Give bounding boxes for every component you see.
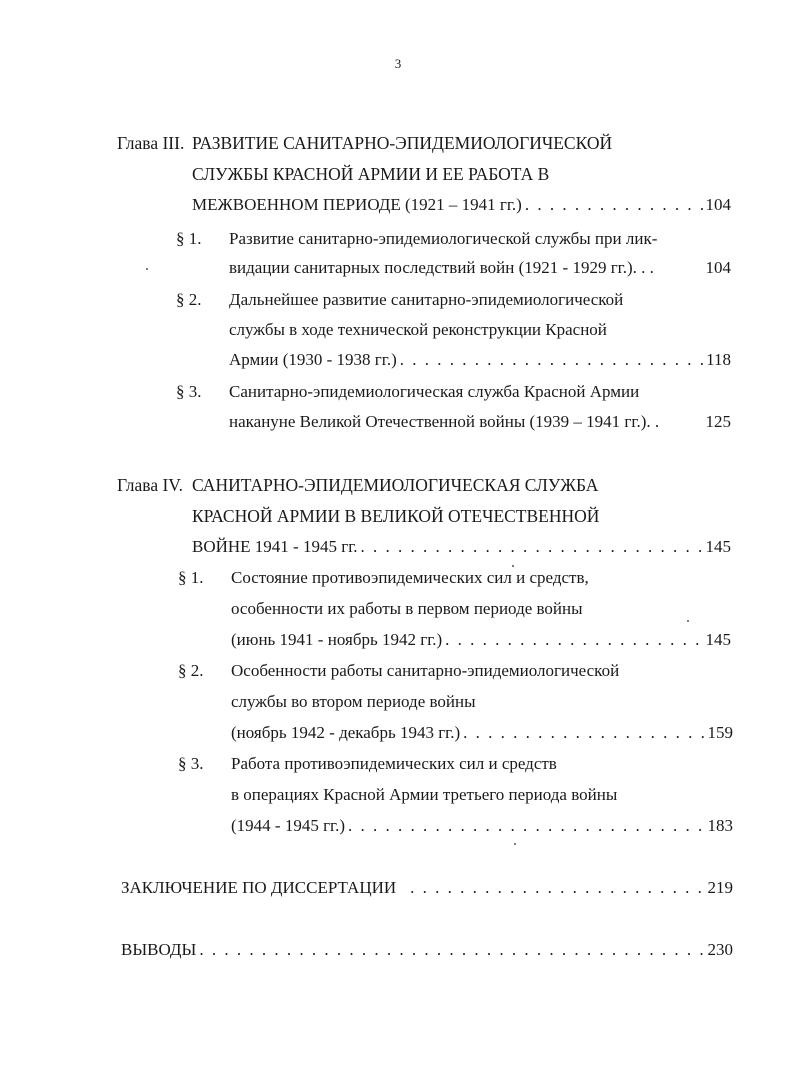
section-3-1-page: 104 <box>705 258 731 277</box>
findings-page: 230 <box>707 940 733 959</box>
dot-leader <box>525 194 703 216</box>
chapter-3-title-line2: СЛУЖБЫ КРАСНОЙ АРМИИ И ЕЕ РАБОТА В <box>192 164 550 184</box>
section-3-1-number: § 1. <box>176 229 202 248</box>
dot-leader <box>199 939 704 961</box>
section-3-2-number: § 2. <box>176 290 202 309</box>
chapter-4-label: Глава IV. <box>117 475 184 495</box>
section-4-1-number: § 1. <box>178 568 204 587</box>
section-3-3-line1: Санитарно-эпидемиологическая служба Красной Армии <box>229 382 640 401</box>
scan-speck <box>512 565 514 567</box>
section-4-2-number: § 2. <box>178 661 204 680</box>
conclusion-label: ЗАКЛЮЧЕНИЕ ПО ДИССЕРТАЦИИ <box>121 878 397 897</box>
findings-label: ВЫВОДЫ <box>121 940 197 959</box>
findings-entry <box>121 939 733 961</box>
section-3-1-line2: видации санитарных последствий войн (1921 - 1929 гг.). . . <box>229 258 654 277</box>
section-4-3-line1: Работа противоэпидемических сил и средств <box>231 754 557 773</box>
chapter-4-title-line1: САНИТАРНО-ЭПИДЕМИОЛОГИЧЕСКАЯ СЛУЖБА <box>192 475 599 495</box>
section-4-2-entry <box>231 722 733 744</box>
scan-speck <box>687 620 689 622</box>
section-4-1-page: 145 <box>705 630 731 649</box>
section-3-3-entry <box>229 411 731 433</box>
section-4-3-entry <box>231 815 733 837</box>
section-3-1-line1: Развитие санитарно-эпидемиологической службы при лик- <box>229 229 658 248</box>
chapter-4-title-entry <box>192 536 731 558</box>
chapter-4-title-line3: ВОЙНЕ 1941 - 1945 гг. <box>192 537 358 556</box>
dot-leader <box>348 815 704 837</box>
chapter-3-page: 104 <box>705 195 731 214</box>
chapter-3-label: Глава III. <box>117 133 185 153</box>
section-4-1-entry <box>231 629 731 651</box>
chapter-4-page: 145 <box>705 537 731 556</box>
dot-leader <box>400 349 703 371</box>
chapter-3-title-entry <box>192 194 731 216</box>
section-4-2-line3: (ноябрь 1942 - декабрь 1943 гг.) <box>231 723 461 742</box>
chapter-3-title-line1: РАЗВИТИЕ САНИТАРНО-ЭПИДЕМИОЛОГИЧЕСКОЙ <box>192 133 613 153</box>
section-4-2-line2: службы во втором периоде войны <box>231 692 476 711</box>
section-4-1-line2: особенности их работы в первом периоде войны <box>231 599 583 618</box>
section-3-2-line2: службы в ходе технической реконструкции Красной <box>229 320 607 339</box>
section-3-3-number: § 3. <box>176 382 202 401</box>
scan-speck <box>514 843 516 845</box>
dot-leader <box>463 722 704 744</box>
section-3-3-line2: накануне Великой Отечественной войны (1939 – 1941 гг.). . <box>229 412 660 431</box>
section-4-3-number: § 3. <box>178 754 204 773</box>
section-3-1-entry <box>229 257 731 279</box>
section-4-3-line2: в операциях Красной Армии третьего периода войны <box>231 785 618 804</box>
dot-leader <box>410 877 704 899</box>
dot-leader <box>361 536 703 558</box>
page-number: 3 <box>394 56 402 71</box>
section-3-2-line3: Армии (1930 - 1938 гг.) <box>229 350 397 369</box>
chapter-3-title-line3: МЕЖВОЕННОМ ПЕРИОДЕ (1921 – 1941 гг.) <box>192 195 522 214</box>
conclusion-entry <box>121 877 733 899</box>
section-4-3-line3: (1944 - 1945 гг.) <box>231 816 346 835</box>
scan-speck <box>146 268 148 270</box>
section-3-2-page: 118 <box>706 350 731 369</box>
conclusion-page: 219 <box>707 878 733 897</box>
section-4-2-page: 159 <box>707 723 733 742</box>
section-4-3-page: 183 <box>707 816 733 835</box>
section-4-2-line1: Особенности работы санитарно-эпидемиологической <box>231 661 620 680</box>
section-4-1-line3: (июнь 1941 - ноябрь 1942 гг.) <box>231 630 443 649</box>
section-3-2-entry <box>229 349 731 371</box>
section-3-2-line1: Дальнейшее развитие санитарно-эпидемиологической <box>229 290 624 309</box>
dot-leader <box>445 629 702 651</box>
section-4-1-line1: Состояние противоэпидемических сил и средств, <box>231 568 589 587</box>
chapter-4-title-line2: КРАСНОЙ АРМИИ В ВЕЛИКОЙ ОТЕЧЕСТВЕННОЙ <box>192 506 600 526</box>
section-3-3-page: 125 <box>705 412 731 431</box>
